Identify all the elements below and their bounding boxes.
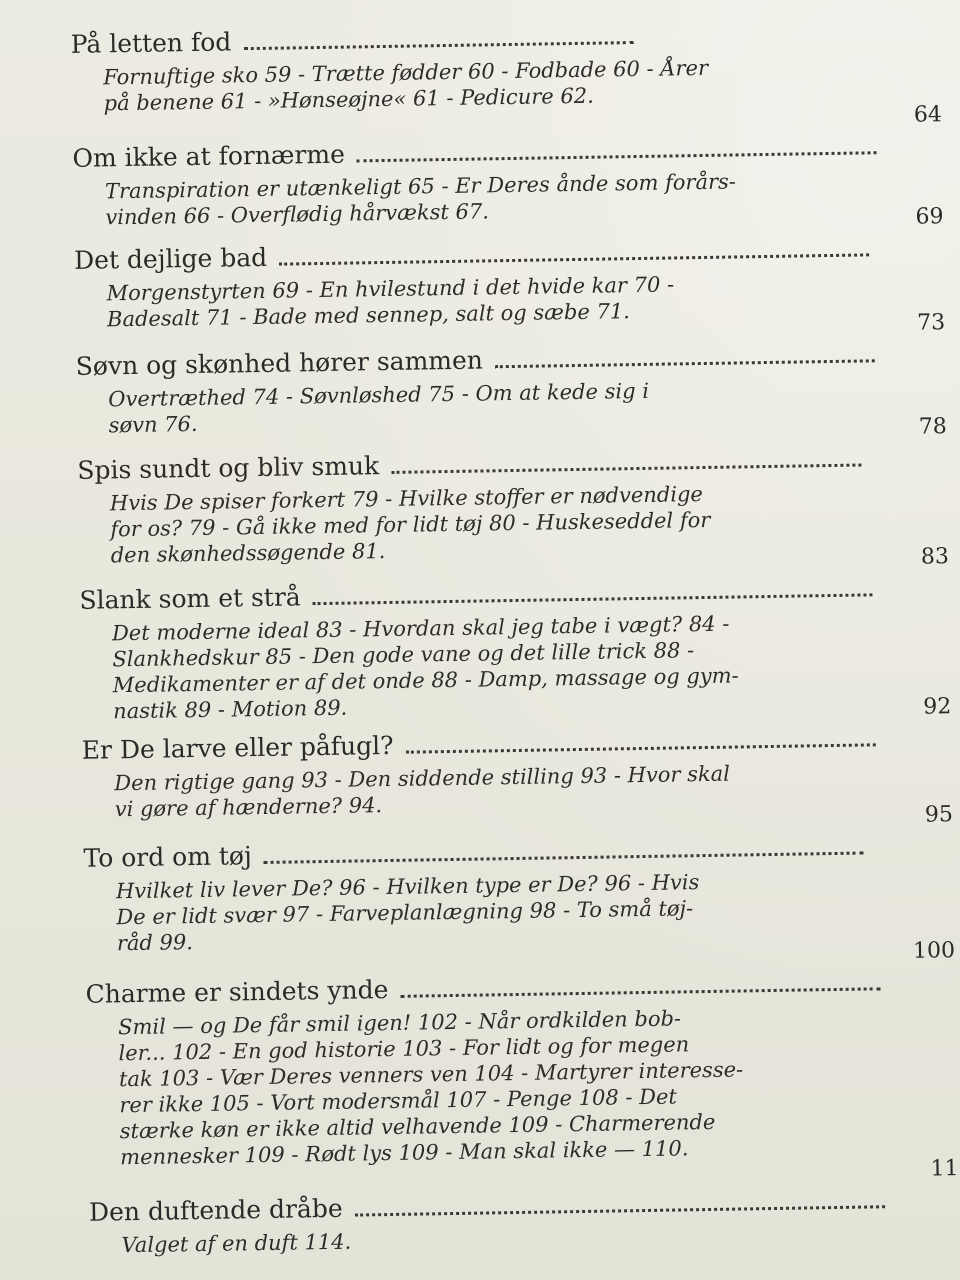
subtopic-line: Medikamenter er af det onde 88 - Damp, massage og gym- bbox=[112, 663, 739, 698]
leader-dots bbox=[406, 743, 876, 753]
subtopic-line: Den rigtige gang 93 - Den siddende stilling 93 - Hvor skal bbox=[114, 761, 731, 796]
toc-entry-page: 11 bbox=[930, 1156, 959, 1182]
leader-dots bbox=[355, 1205, 885, 1216]
toc-entry-page: 95 bbox=[924, 802, 954, 828]
toc-entry bbox=[70, 11, 931, 116]
toc-entry-title: Den duftende dråbe bbox=[88, 1193, 343, 1227]
subtopic-line: Fornuftige sko 59 - Trætte fødder 60 - Fodbade 60 - Årer bbox=[103, 55, 709, 90]
toc-entry bbox=[72, 102, 943, 230]
subtopic-line: Morgenstyrten 69 - En hvilestund i det hvide kar 70 - bbox=[106, 272, 675, 306]
subtopic-line: ler... 102 - En god historie 103 - For lidt og for megen bbox=[118, 1032, 690, 1066]
subtopic-line: tak 103 - Vær Deres venners ven 104 - Martyrer interesse- bbox=[118, 1057, 744, 1092]
toc-entry-page: 92 bbox=[923, 694, 952, 720]
toc-entry-title: Søvn og skønhed hører sammen bbox=[75, 345, 484, 381]
subtopic-line: Overtræthed 74 - Søvnløshed 75 - Om at kede sig i bbox=[108, 378, 650, 412]
subtopic-line: den skønhedssøgende 81. bbox=[110, 539, 386, 568]
subtopic-line: råd 99. bbox=[116, 930, 194, 956]
leader-dots bbox=[391, 464, 861, 474]
toc-entry-subtopics bbox=[86, 1003, 820, 1170]
toc-entry-page: 64 bbox=[913, 102, 943, 128]
toc-entry-page: 83 bbox=[920, 544, 950, 570]
subtopic-line: De er lidt svær 97 - Farveplanlægning 98 - To små tøj- bbox=[116, 896, 694, 930]
subtopic-line: Det moderne ideal 83 - Hvordan skal jeg tabe i vægt? 84 - bbox=[111, 611, 730, 646]
toc-entry bbox=[88, 1156, 959, 1259]
toc-entry-subtopics bbox=[84, 867, 817, 956]
leader-dots bbox=[279, 253, 869, 265]
subtopic-line: Hvilket liv lever De? 96 - Hvilken type er De? 96 - Hvis bbox=[115, 870, 700, 904]
subtopic-line: Transpiration er utænkeligt 65 - Er Deres ånde som forårs- bbox=[104, 169, 737, 204]
toc-entry-title: Det dejlige bad bbox=[73, 242, 268, 275]
toc-entry-title: Charme er sindets ynde bbox=[85, 975, 389, 1009]
toc-entry-title: Spis sundt og bliv smuk bbox=[77, 451, 380, 485]
subtopic-line: Hvis De spiser forkert 79 - Hvilke stoffer er nødvendige bbox=[109, 482, 704, 516]
toc-entry-title: Er De larve eller påfugl? bbox=[81, 730, 394, 765]
subtopic-line: på benene 61 - »Hønseøjne« 61 - Pedicure 62. bbox=[103, 83, 594, 116]
toc-entry-page: 100 bbox=[912, 938, 956, 964]
subtopic-line: vi gøre af hænderne? 94. bbox=[114, 793, 383, 822]
subtopic-line: stærke køn er ikke altid velhavende 109 - Charmerende bbox=[119, 1109, 716, 1144]
subtopic-line: rer ikke 105 - Vort modersmål 107 - Penge 108 - Det bbox=[119, 1084, 678, 1118]
toc-entry-page: 69 bbox=[915, 204, 944, 230]
toc-entry-page: 73 bbox=[916, 310, 946, 336]
leader-dots bbox=[495, 359, 875, 368]
leader-dots bbox=[264, 852, 864, 864]
subtopic-line: mennesker 109 - Rødt lys 109 - Man skal ikke — 110. bbox=[120, 1136, 689, 1170]
toc-entry-title: Om ikke at fornærme bbox=[72, 139, 346, 173]
subtopic-line: Smil — og De får smil igen! 102 - Når ordkilden bob- bbox=[117, 1006, 682, 1040]
subtopic-line: Valget af en duft 114. bbox=[121, 1229, 352, 1258]
subtopic-line: Badesalt 71 - Bade med sennep, salt og sæbe 71. bbox=[106, 299, 631, 332]
leader-dots bbox=[400, 987, 880, 998]
leader-dots bbox=[243, 41, 633, 50]
toc-entry-page: 78 bbox=[918, 414, 948, 440]
leader-dots bbox=[357, 151, 877, 162]
leader-dots bbox=[313, 593, 873, 605]
subtopic-line: vinden 66 - Overflødig hårvækst 67. bbox=[105, 199, 490, 230]
subtopic-line: nastik 89 - Motion 89. bbox=[112, 695, 348, 724]
toc-entry-subtopics bbox=[78, 479, 811, 568]
subtopic-line: søvn 76. bbox=[108, 411, 198, 438]
toc-entry-title: To ord om tøj bbox=[83, 841, 252, 873]
subtopic-line: for os? 79 - Gå ikke med for lidt tøj 80 - Huskeseddel for bbox=[110, 507, 711, 542]
toc-entry-subtopics bbox=[80, 609, 814, 724]
toc-entry-title: På letten fod bbox=[70, 27, 232, 59]
subtopic-line: Slankhedskur 85 - Den gode vane og det lille trick 88 - bbox=[112, 638, 695, 672]
toc-entry-title: Slank som et strå bbox=[79, 582, 301, 615]
